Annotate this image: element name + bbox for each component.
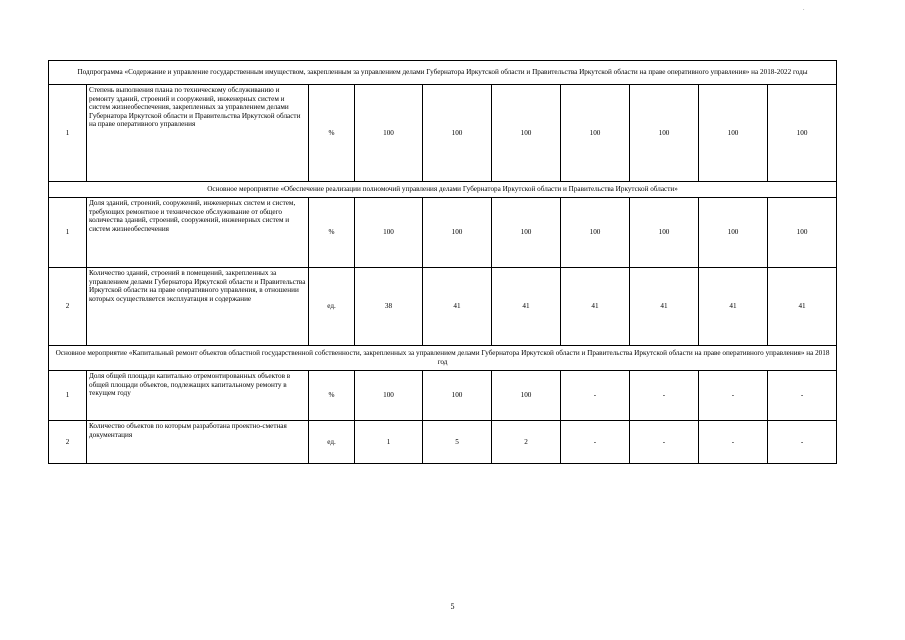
value-cell: 100 [699, 198, 768, 268]
table-row [49, 421, 837, 464]
corner-mark: . [803, 6, 805, 12]
table-row [49, 198, 837, 268]
indicator-name: Доля зданий, строений, сооружений, инженерных систем и систем, требующих ремонтное и техническое обслуживание от общего количества зданий, строений, сооружений, инженерных систем и систем жизнеобеспечения [87, 198, 309, 268]
value-cell: 2 [492, 421, 561, 464]
unit-cell: % [309, 85, 355, 182]
value-cell: 41 [492, 268, 561, 346]
unit-cell: ед. [309, 268, 355, 346]
value-cell: - [561, 421, 630, 464]
section-header-row [49, 346, 837, 371]
value-cell: 100 [630, 85, 699, 182]
value-cell: 100 [423, 371, 492, 421]
value-cell: 100 [561, 85, 630, 182]
table-row [49, 371, 837, 421]
value-cell: 100 [492, 371, 561, 421]
table-row [49, 268, 837, 346]
value-cell: - [699, 371, 768, 421]
row-number: 1 [49, 198, 87, 268]
section-title: Подпрограмма «Содержание и управление государственным имуществом, закрепленным за управлением делами Губернатора Иркутской области и Правительства Иркутской области на праве оперативного управления» на 2018-2022 годы [49, 61, 837, 85]
value-cell: - [561, 371, 630, 421]
value-cell: 100 [423, 85, 492, 182]
value-cell: 100 [423, 198, 492, 268]
section-title: Основное мероприятие «Капитальный ремонт объектов областной государственной собственности, закрепленных за управлением делами Губернатора Иркутской области и Правительства Иркутской области на праве оперативного управления» на 2018 год [49, 346, 837, 371]
value-cell: 5 [423, 421, 492, 464]
unit-cell: % [309, 198, 355, 268]
value-cell: 41 [699, 268, 768, 346]
row-number: 2 [49, 421, 87, 464]
indicator-name: Степень выполнения плана по техническому обслуживанию и ремонту зданий, строений и сооружений, инженерных систем и систем жизнеобеспечения, закрепленных за управлением делами Губернатора Иркутской области и Правительства Иркутской области на праве оперативного управления [87, 85, 309, 182]
value-cell: 100 [768, 85, 837, 182]
value-cell: 100 [492, 85, 561, 182]
indicator-name: Доля общей площади капитально отремонтированных объектов в общей площади объектов, подлежащих капитальному ремонту в текущем году [87, 371, 309, 421]
value-cell: 100 [768, 198, 837, 268]
row-number: 2 [49, 268, 87, 346]
row-number: 1 [49, 371, 87, 421]
value-cell: 100 [492, 198, 561, 268]
value-cell: - [630, 371, 699, 421]
value-cell: 41 [423, 268, 492, 346]
section-header-row [49, 61, 837, 85]
table-row [49, 85, 837, 182]
value-cell: - [768, 371, 837, 421]
value-cell: 41 [561, 268, 630, 346]
value-cell: - [768, 421, 837, 464]
value-cell: 100 [355, 371, 423, 421]
indicator-name: Количество объектов по которым разработана проектно-сметная документация [87, 421, 309, 464]
unit-cell: ед. [309, 421, 355, 464]
table-body [49, 61, 837, 464]
section-title: Основное мероприятие «Обеспечение реализации полномочий управления делами Губернатора Иркутской области и Правительства Иркутской области» [49, 182, 837, 198]
value-cell: - [630, 421, 699, 464]
indicator-name: Количество зданий, строений в помещений, закрепленных за управлением делами Губернатора Иркутской области и Правительства Иркутской области на праве оперативного управления, в отношении которых осуществляется эксплуатация и содержание [87, 268, 309, 346]
value-cell: 38 [355, 268, 423, 346]
value-cell: 1 [355, 421, 423, 464]
indicators-table [48, 60, 837, 464]
unit-cell: % [309, 371, 355, 421]
section-header-row [49, 182, 837, 198]
value-cell: 100 [561, 198, 630, 268]
value-cell: 100 [630, 198, 699, 268]
row-number: 1 [49, 85, 87, 182]
value-cell: 41 [768, 268, 837, 346]
value-cell: - [699, 421, 768, 464]
value-cell: 100 [699, 85, 768, 182]
page-number: 5 [450, 602, 455, 611]
value-cell: 100 [355, 198, 423, 268]
value-cell: 41 [630, 268, 699, 346]
value-cell: 100 [355, 85, 423, 182]
